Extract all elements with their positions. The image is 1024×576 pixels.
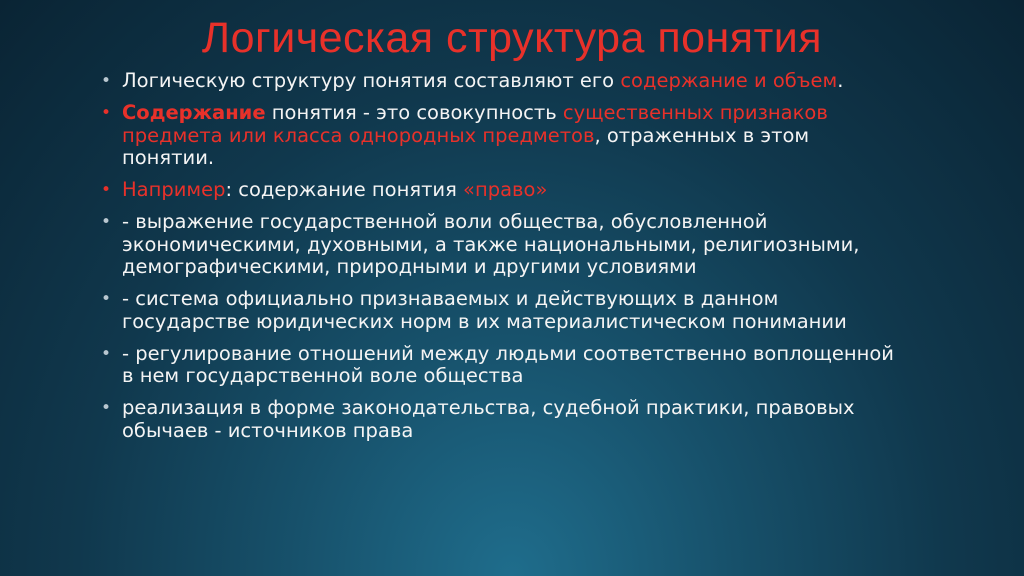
bullet-structure (98, 70, 898, 93)
bullet-marker: • (101, 289, 112, 309)
highlight-term-content: Содержание (122, 101, 266, 124)
bullet-marker: • (101, 103, 112, 123)
bullet-text: - система официально признаваемых и действующих в данном государстве юридических норм в их материалистическом понимании (122, 287, 847, 333)
highlight-content-volume: содержание и объем (620, 69, 838, 92)
bullet-norm-system (98, 288, 898, 333)
bullet-realization (98, 397, 898, 442)
bullet-text: - выражение государственной воли общества, обусловленной экономическими, духовными, а также национальными, религиозными, демографическими, природными и другими условиями (122, 210, 860, 278)
bullet-marker: • (101, 343, 112, 364)
bullet-example (98, 179, 898, 202)
bullet-regulation (98, 343, 898, 388)
highlight-essential-features: существенных признаков предмета или класса однородных предметов (122, 101, 828, 147)
bullet-marker: • (101, 71, 112, 91)
bullet-text: Логическую структуру понятия составляют его (122, 69, 621, 92)
bullet-marker: • (101, 212, 112, 232)
bullet-marker: • (101, 180, 112, 200)
bullet-will-expression (98, 211, 898, 279)
bullet-text: понятия - это совокупность (265, 101, 563, 124)
bullet-text: . (837, 69, 844, 92)
bullet-text: , отраженных в этом понятии. (122, 123, 810, 169)
bullet-marker: • (101, 398, 112, 418)
slide-title: Логическая структура понятия (201, 14, 823, 62)
bullet-definition (98, 102, 898, 170)
bullet-text: - регулирование отношений между людьми соответственно воплощенной в нем государственной воле общества (122, 341, 894, 387)
bullet-text: реализация в форме законодательства, судебной практики, правовых обычаев - источников права (122, 396, 855, 442)
highlight-example: Например (122, 178, 226, 201)
highlight-law: «право» (463, 178, 548, 201)
bullet-list (98, 70, 898, 452)
bullet-text: : содержание понятия (225, 178, 464, 201)
